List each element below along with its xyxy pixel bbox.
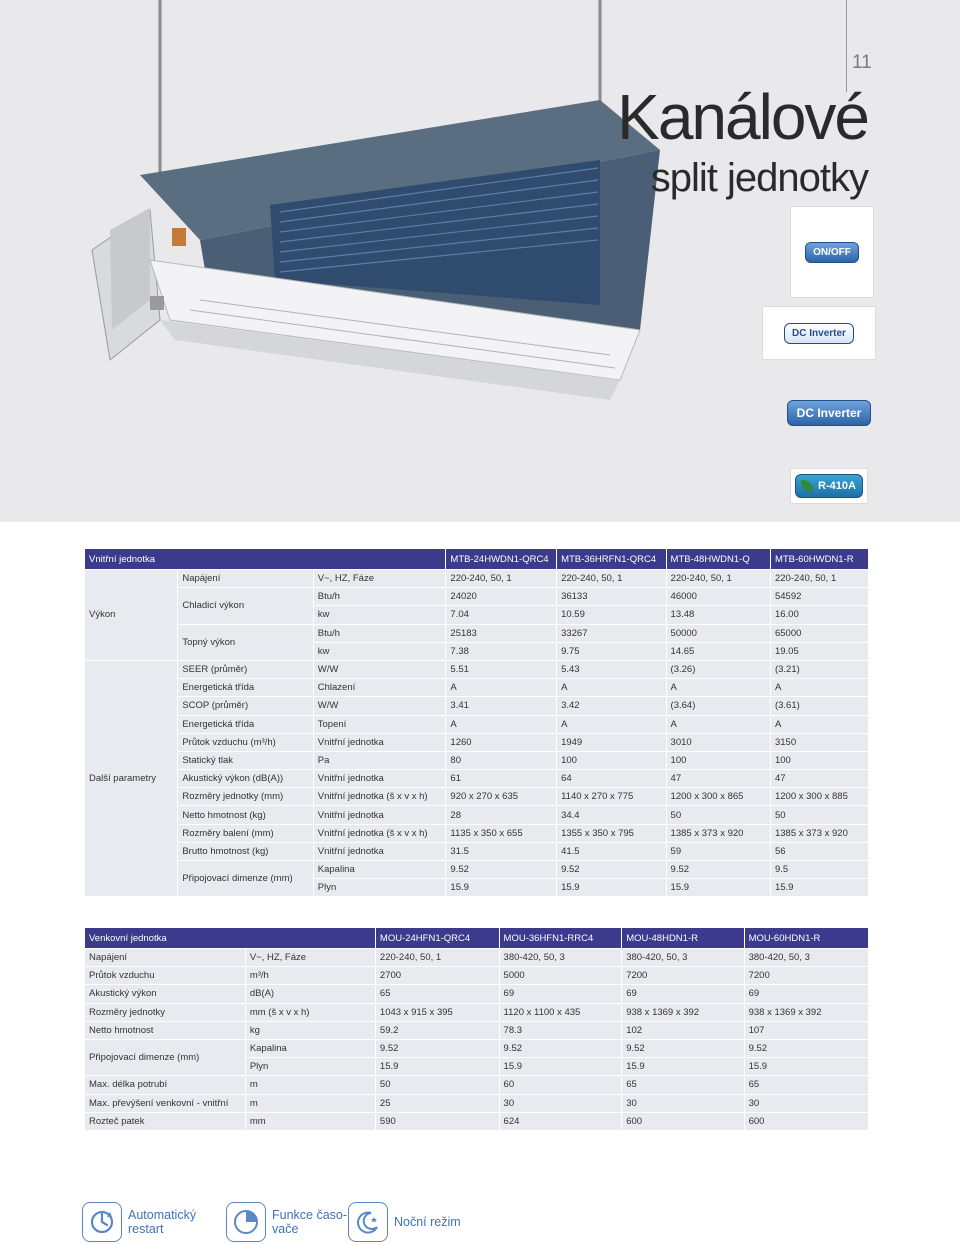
group-label-dalsi: Další parametry xyxy=(85,661,177,896)
feature-restart xyxy=(82,1202,196,1242)
row-unit: Pa xyxy=(314,752,446,769)
cell: 15.9 xyxy=(622,1058,743,1075)
row-unit: m xyxy=(246,1095,375,1112)
cell: 9.52 xyxy=(745,1040,868,1057)
cell: 65 xyxy=(622,1076,743,1093)
cell: 15.9 xyxy=(500,1058,622,1075)
cell: 3150 xyxy=(771,734,868,751)
cell: 46000 xyxy=(667,588,770,605)
cell: 80 xyxy=(446,752,556,769)
cell: 15.9 xyxy=(745,1058,868,1075)
outdoor-model-4: MOU-60HDN1-R xyxy=(745,928,868,948)
cell: (3.61) xyxy=(771,697,868,714)
cell: 1140 x 270 x 775 xyxy=(557,788,665,805)
cell: 1385 x 373 x 920 xyxy=(771,825,868,842)
row-label: Napájení xyxy=(85,949,245,966)
indoor-model-4: MTB-60HWDN1-R xyxy=(771,549,868,569)
cell: 590 xyxy=(376,1113,499,1130)
restart-icon xyxy=(82,1202,122,1242)
cell: 69 xyxy=(622,985,743,1002)
cell: 380-420, 50, 3 xyxy=(745,949,868,966)
table-row xyxy=(85,1113,868,1130)
table-row xyxy=(85,825,868,842)
outdoor-spec-table xyxy=(84,927,869,1131)
cell: 50 xyxy=(376,1076,499,1093)
cell: 5000 xyxy=(500,967,622,984)
cell: 1260 xyxy=(446,734,556,751)
cell: 1135 x 350 x 655 xyxy=(446,825,556,842)
feature-timer xyxy=(226,1202,347,1242)
row-unit: W/W xyxy=(314,661,446,678)
feature-label-timer: Funkce časo- vače xyxy=(272,1208,348,1236)
cell: 15.9 xyxy=(771,879,868,896)
row-label: Rozměry jednotky xyxy=(85,1004,245,1021)
cell: 9.75 xyxy=(557,643,665,660)
cell: 15.9 xyxy=(446,879,556,896)
cell: 2700 xyxy=(376,967,499,984)
cell: 7.04 xyxy=(446,606,556,623)
outdoor-header-row xyxy=(85,928,868,948)
cell: 9.52 xyxy=(500,1040,622,1057)
cell: 24020 xyxy=(446,588,556,605)
row-label: Netto hmotnost xyxy=(85,1022,245,1039)
table-row xyxy=(85,734,868,751)
cell: 600 xyxy=(622,1113,743,1130)
cell: A xyxy=(446,679,556,696)
cell: 19.05 xyxy=(771,643,868,660)
cell: A xyxy=(771,716,868,733)
outdoor-model-1: MOU-24HFN1-QRC4 xyxy=(376,928,499,948)
cell: 9.52 xyxy=(557,861,665,878)
row-unit: Topení xyxy=(314,716,446,733)
row-unit: Vnitřní jednotka xyxy=(314,843,446,860)
cell: 15.9 xyxy=(557,879,665,896)
cell: 65000 xyxy=(771,625,868,642)
cell: 938 x 1369 x 392 xyxy=(745,1004,868,1021)
cell: 15.9 xyxy=(376,1058,499,1075)
table-row xyxy=(85,949,868,966)
dc-inverter-badge xyxy=(790,396,868,430)
cell: 59 xyxy=(667,843,770,860)
cell: 1949 xyxy=(557,734,665,751)
row-label: Rozteč patek xyxy=(85,1113,245,1130)
cell: 3.42 xyxy=(557,697,665,714)
row-unit: Btu/h xyxy=(314,588,446,605)
cell: 5.43 xyxy=(557,661,665,678)
row-unit: Btu/h xyxy=(314,625,446,642)
cell: 50 xyxy=(667,806,770,823)
row-unit: Plyn xyxy=(246,1058,375,1075)
table-row xyxy=(85,1022,868,1039)
cell: 33267 xyxy=(557,625,665,642)
table-row xyxy=(85,679,868,696)
cell: 220-240, 50, 1 xyxy=(376,949,499,966)
cell: 1200 x 300 x 885 xyxy=(771,788,868,805)
cell: 50 xyxy=(771,806,868,823)
table-row xyxy=(85,1040,868,1057)
row-unit: V~, HZ, Fáze xyxy=(314,570,446,587)
row-unit: Kapalina xyxy=(314,861,446,878)
cell: 100 xyxy=(771,752,868,769)
table-row xyxy=(85,788,868,805)
cell: 41.5 xyxy=(557,843,665,860)
table-row xyxy=(85,570,868,587)
cell: 78.3 xyxy=(500,1022,622,1039)
cell: (3.21) xyxy=(771,661,868,678)
cell: 25183 xyxy=(446,625,556,642)
cell: A xyxy=(557,716,665,733)
table-row xyxy=(85,588,868,605)
row-label: Brutto hmotnost (kg) xyxy=(178,843,312,860)
outdoor-model-2: MOU-36HFN1-RRC4 xyxy=(500,928,622,948)
cell: 380-420, 50, 3 xyxy=(500,949,622,966)
table-row xyxy=(85,985,868,1002)
row-unit: Vnitřní jednotka xyxy=(314,734,446,751)
cell: 3.41 xyxy=(446,697,556,714)
cell: 5.51 xyxy=(446,661,556,678)
table-row xyxy=(85,967,868,984)
outdoor-model-3: MOU-48HDN1-R xyxy=(622,928,743,948)
cell: 50000 xyxy=(667,625,770,642)
page-number: 11 xyxy=(852,52,872,73)
cell: 28 xyxy=(446,806,556,823)
onoff-badge xyxy=(790,206,874,298)
row-unit: dB(A) xyxy=(246,985,375,1002)
cell: 1120 x 1100 x 435 xyxy=(500,1004,622,1021)
row-unit: kw xyxy=(314,643,446,660)
indoor-model-1: MTB-24HWDN1-QRC4 xyxy=(446,549,556,569)
row-label: Akustický výkon (dB(A)) xyxy=(178,770,312,787)
row-label: Akustický výkon xyxy=(85,985,245,1002)
cell: A xyxy=(667,679,770,696)
feature-label-restart: Automatický restart xyxy=(128,1208,197,1236)
row-label: Průtok vzduchu xyxy=(85,967,245,984)
r410a-badge xyxy=(790,468,868,504)
cell: 9.52 xyxy=(376,1040,499,1057)
dc-inverter-logo-label: DC Inverter xyxy=(784,323,854,344)
cell: 30 xyxy=(745,1095,868,1112)
cell: A xyxy=(771,679,868,696)
cell: 65 xyxy=(745,1076,868,1093)
cell: 14.65 xyxy=(667,643,770,660)
row-label: Připojovací dimenze (mm) xyxy=(178,861,312,896)
row-label: Energetická třída xyxy=(178,716,312,733)
cell: 3010 xyxy=(667,734,770,751)
cell: 65 xyxy=(376,985,499,1002)
cell: (3.64) xyxy=(667,697,770,714)
cell: 1385 x 373 x 920 xyxy=(667,825,770,842)
night-mode-icon xyxy=(348,1202,388,1242)
cell: 220-240, 50, 1 xyxy=(667,570,770,587)
indoor-spec-table xyxy=(84,548,869,897)
table-row xyxy=(85,1095,868,1112)
cell: 9.5 xyxy=(771,861,868,878)
cell: 624 xyxy=(500,1113,622,1130)
row-label: SCOP (průměr) xyxy=(178,697,312,714)
cell: 7200 xyxy=(622,967,743,984)
cell: 100 xyxy=(667,752,770,769)
indoor-header-title: Vnitřní jednotka xyxy=(85,549,445,569)
row-label: Napájení xyxy=(178,570,312,587)
cell: 15.9 xyxy=(667,879,770,896)
row-label: Chladicí výkon xyxy=(178,588,312,623)
cell: A xyxy=(557,679,665,696)
cell: 13.48 xyxy=(667,606,770,623)
cell: 25 xyxy=(376,1095,499,1112)
row-label: Připojovací dimenze (mm) xyxy=(85,1040,245,1075)
cell: 31.5 xyxy=(446,843,556,860)
row-unit: Chlazení xyxy=(314,679,446,696)
row-label: Energetická třída xyxy=(178,679,312,696)
cell: 61 xyxy=(446,770,556,787)
cell: (3.26) xyxy=(667,661,770,678)
cell: A xyxy=(446,716,556,733)
table-row xyxy=(85,843,868,860)
row-unit: Plyn xyxy=(314,879,446,896)
row-label: Rozměry balení (mm) xyxy=(178,825,312,842)
cell: 30 xyxy=(500,1095,622,1112)
cell: 380-420, 50, 3 xyxy=(622,949,743,966)
indoor-model-3: MTB-48HWDN1-Q xyxy=(667,549,770,569)
row-label: Max. převýšení venkovní - vnitřní xyxy=(85,1095,245,1112)
cell: 9.52 xyxy=(446,861,556,878)
cell: 54592 xyxy=(771,588,868,605)
cell: 69 xyxy=(500,985,622,1002)
cell: 1043 x 915 x 395 xyxy=(376,1004,499,1021)
row-unit: Vnitřní jednotka (š x v x h) xyxy=(314,788,446,805)
table-row xyxy=(85,661,868,678)
cell: 10.59 xyxy=(557,606,665,623)
cell: 9.52 xyxy=(667,861,770,878)
cell: 220-240, 50, 1 xyxy=(446,570,556,587)
indoor-header-row xyxy=(85,549,868,569)
row-unit: Vnitřní jednotka xyxy=(314,806,446,823)
row-label: Průtok vzduchu (m³/h) xyxy=(178,734,312,751)
r410a-badge-label: R-410A xyxy=(795,474,863,498)
cell: 7200 xyxy=(745,967,868,984)
cell: 938 x 1369 x 392 xyxy=(622,1004,743,1021)
row-label: SEER (průměr) xyxy=(178,661,312,678)
cell: 7.38 xyxy=(446,643,556,660)
table-row xyxy=(85,770,868,787)
row-unit: mm xyxy=(246,1113,375,1130)
cell: 220-240, 50, 1 xyxy=(557,570,665,587)
cell: 16.00 xyxy=(771,606,868,623)
row-unit: Kapalina xyxy=(246,1040,375,1057)
cell: 920 x 270 x 635 xyxy=(446,788,556,805)
row-unit: kg xyxy=(246,1022,375,1039)
page-rule xyxy=(846,0,847,92)
dc-inverter-badge-label: DC Inverter xyxy=(787,400,872,426)
table-row xyxy=(85,1004,868,1021)
leaf-icon xyxy=(801,480,813,492)
table-row xyxy=(85,861,868,878)
cell: 1200 x 300 x 865 xyxy=(667,788,770,805)
timer-icon xyxy=(226,1202,266,1242)
row-unit: Vnitřní jednotka (š x v x h) xyxy=(314,825,446,842)
cell: 107 xyxy=(745,1022,868,1039)
table-row xyxy=(85,1076,868,1093)
row-label: Rozměry jednotky (mm) xyxy=(178,788,312,805)
page-title: Kanálové xyxy=(617,81,868,153)
row-label: Max. délka potrubí xyxy=(85,1076,245,1093)
row-label: Netto hmotnost (kg) xyxy=(178,806,312,823)
row-unit: W/W xyxy=(314,697,446,714)
cell: 34.4 xyxy=(557,806,665,823)
cell: 36133 xyxy=(557,588,665,605)
row-unit: m³/h xyxy=(246,967,375,984)
row-unit: mm (š x v x h) xyxy=(246,1004,375,1021)
row-unit: V~, HZ, Fáze xyxy=(246,949,375,966)
table-row xyxy=(85,806,868,823)
row-label: Statický tlak xyxy=(178,752,312,769)
cell: 47 xyxy=(667,770,770,787)
table-row xyxy=(85,625,868,642)
feature-night xyxy=(348,1202,461,1242)
cell: 1355 x 350 x 795 xyxy=(557,825,665,842)
dc-inverter-logo xyxy=(762,306,876,360)
cell: 220-240, 50, 1 xyxy=(771,570,868,587)
cell: 30 xyxy=(622,1095,743,1112)
indoor-model-2: MTB-36HRFN1-QRC4 xyxy=(557,549,665,569)
cell: 47 xyxy=(771,770,868,787)
cell: 600 xyxy=(745,1113,868,1130)
row-unit: m xyxy=(246,1076,375,1093)
cell: A xyxy=(667,716,770,733)
cell: 56 xyxy=(771,843,868,860)
cell: 64 xyxy=(557,770,665,787)
cell: 60 xyxy=(500,1076,622,1093)
cell: 100 xyxy=(557,752,665,769)
table-row xyxy=(85,752,868,769)
table-row xyxy=(85,716,868,733)
page-subtitle: split jednotky xyxy=(650,156,868,200)
row-label: Topný výkon xyxy=(178,625,312,660)
cell: 59.2 xyxy=(376,1022,499,1039)
group-label-vykon: Výkon xyxy=(85,570,177,660)
outdoor-header-title: Venkovní jednotka xyxy=(85,928,375,948)
onoff-badge-label: ON/OFF xyxy=(805,242,859,263)
hero-image xyxy=(0,0,960,522)
row-unit: Vnitřní jednotka xyxy=(314,770,446,787)
cell: 69 xyxy=(745,985,868,1002)
cell: 9.52 xyxy=(622,1040,743,1057)
cell: 102 xyxy=(622,1022,743,1039)
row-unit: kw xyxy=(314,606,446,623)
table-row xyxy=(85,697,868,714)
feature-label-night: Noční režim xyxy=(394,1215,461,1229)
